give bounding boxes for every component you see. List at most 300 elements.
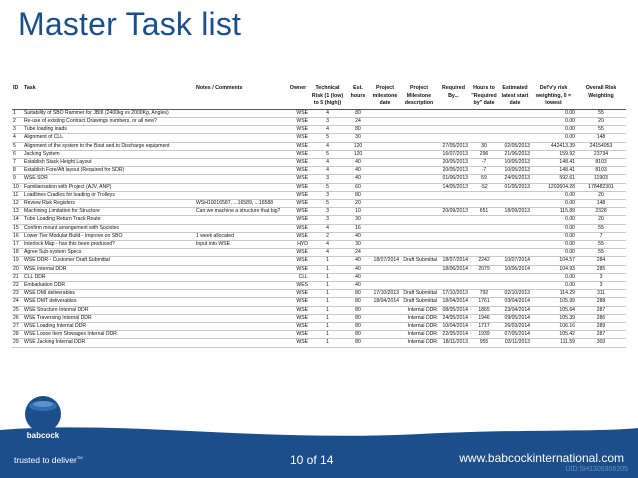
cell-hours-to-required <box>469 224 499 232</box>
cell-proj-milestone-desc <box>400 265 438 273</box>
cell-required-by <box>438 200 469 208</box>
cell-required-by: 18/11/2013 <box>438 339 469 347</box>
cell-owner: WSE <box>287 208 309 216</box>
cell-owner: WSE <box>287 200 309 208</box>
table-row <box>12 150 626 158</box>
cell-tech-risk: 1 <box>309 314 346 322</box>
task-table-container <box>12 84 626 348</box>
cell-delivery-risk: 592.61 <box>531 175 576 183</box>
cell-notes <box>195 290 287 298</box>
cell-proj-milestone-date <box>370 200 400 208</box>
cell-est-latest-start: 03/11/2013 <box>499 339 531 347</box>
cell-overall: 178482301 <box>576 183 626 191</box>
cell-est-hours: 24 <box>346 249 370 257</box>
cell-overall: 284 <box>576 257 626 265</box>
cell-hours-to-required <box>469 273 499 281</box>
cell-tech-risk: 1 <box>309 331 346 339</box>
cell-notes <box>195 273 287 281</box>
cell-delivery-risk: 105.42 <box>531 331 576 339</box>
cell-delivery-risk: 0.00 <box>531 249 576 257</box>
cell-notes <box>195 314 287 322</box>
cell-task: CLL DDR <box>23 273 195 281</box>
cell-proj-milestone-date <box>370 216 400 224</box>
cell-notes <box>195 331 287 339</box>
cell-task: Review Risk Registers <box>23 200 195 208</box>
cell-required-by: 18/07/2014 <box>438 257 469 265</box>
cell-hours-to-required: -52 <box>469 183 499 191</box>
cell-tech-risk: 3 <box>309 216 346 224</box>
cell-tech-risk: 4 <box>309 109 346 117</box>
cell-hours-to-required: 792 <box>469 290 499 298</box>
cell-id: 6 <box>12 150 23 158</box>
cell-id: 3 <box>12 126 23 134</box>
cell-tech-risk: 4 <box>309 159 346 167</box>
cell-required-by <box>438 232 469 240</box>
cell-task: Jacking System <box>23 150 195 158</box>
column-header-proj-milestone-desc: Project Milestone description <box>400 84 438 109</box>
cell-proj-milestone-desc: Draft Submittal <box>400 257 438 265</box>
cell-required-by <box>438 109 469 117</box>
cell-delivery-risk: 0.00 <box>531 273 576 281</box>
cell-task: Tube loading loads <box>23 126 195 134</box>
cell-hours-to-required: 1865 <box>469 306 499 314</box>
column-header-required-by: Required By... <box>438 84 469 109</box>
cell-notes <box>195 159 287 167</box>
cell-est-latest-start: 10/06/2014 <box>499 265 531 273</box>
cell-proj-milestone-desc <box>400 117 438 125</box>
table-body <box>12 109 626 347</box>
cell-notes: Can we machine a structure that big? <box>195 208 287 216</box>
cell-est-hours: 80 <box>346 331 370 339</box>
cell-hours-to-required: 30 <box>469 142 499 150</box>
cell-task: Alignment of the system to the Boat and to Discharge equipment <box>23 142 195 150</box>
cell-hours-to-required: 1946 <box>469 314 499 322</box>
cell-est-latest-start: 23/04/2014 <box>499 306 531 314</box>
cell-proj-milestone-date <box>370 175 400 183</box>
cell-hours-to-required: 651 <box>469 208 499 216</box>
cell-id: 15 <box>12 224 23 232</box>
cell-proj-milestone-desc <box>400 224 438 232</box>
cell-overall: 7 <box>576 232 626 240</box>
cell-delivery-risk: 106.16 <box>531 323 576 331</box>
cell-hours-to-required <box>469 126 499 134</box>
cell-proj-milestone-date <box>370 339 400 347</box>
cell-notes <box>195 224 287 232</box>
cell-task: WSE Loading Internal DDR <box>23 323 195 331</box>
cell-proj-milestone-date <box>370 167 400 175</box>
cell-notes: Input into WSE <box>195 241 287 249</box>
company-url: www.babcockinternational.com <box>459 451 624 465</box>
cell-overall: 24154953 <box>576 142 626 150</box>
cell-delivery-risk: 0.00 <box>531 216 576 224</box>
cell-est-hours: 30 <box>346 241 370 249</box>
cell-hours-to-required: 2242 <box>469 257 499 265</box>
cell-task: WSE DMT deliverables <box>23 298 195 306</box>
cell-delivery-risk: 0.00 <box>531 191 576 199</box>
cell-delivery-risk: 0.00 <box>531 109 576 117</box>
cell-id: 5 <box>12 142 23 150</box>
cell-proj-milestone-desc <box>400 208 438 216</box>
cell-notes: 1 week allocated <box>195 232 287 240</box>
cell-required-by: 18/04/2014 <box>438 298 469 306</box>
table-row <box>12 339 626 347</box>
cell-required-by: 22/05/2014 <box>438 331 469 339</box>
cell-overall: 2328 <box>576 208 626 216</box>
cell-est-hours: 40 <box>346 257 370 265</box>
cell-hours-to-required: 1939 <box>469 331 499 339</box>
cell-required-by: 27/05/2013 <box>438 142 469 150</box>
cell-est-latest-start: 02/05/2013 <box>499 142 531 150</box>
cell-required-by: 18/06/2014 <box>438 265 469 273</box>
cell-owner: WSE <box>287 183 309 191</box>
cell-est-latest-start <box>499 200 531 208</box>
cell-proj-milestone-date <box>370 249 400 257</box>
cell-proj-milestone-desc <box>400 150 438 158</box>
cell-tech-risk: 1 <box>309 273 346 281</box>
cell-task: Re-use of existing Contract Drawings numbers, or all new? <box>23 117 195 125</box>
cell-proj-milestone-desc <box>400 200 438 208</box>
cell-overall: 3 <box>576 273 626 281</box>
cell-est-hours: 40 <box>346 232 370 240</box>
cell-proj-milestone-date <box>370 126 400 134</box>
cell-owner: WSE <box>287 339 309 347</box>
table-header <box>12 84 626 109</box>
cell-required-by <box>438 216 469 224</box>
cell-id: 21 <box>12 273 23 281</box>
cell-delivery-risk: 104.93 <box>531 265 576 273</box>
cell-notes <box>195 298 287 306</box>
cell-proj-milestone-date <box>370 150 400 158</box>
cell-hours-to-required <box>469 282 499 290</box>
cell-id: 22 <box>12 282 23 290</box>
cell-required-by <box>438 282 469 290</box>
cell-hours-to-required <box>469 200 499 208</box>
cell-notes <box>195 109 287 117</box>
cell-notes <box>195 150 287 158</box>
logo-wordmark: babcock <box>26 431 60 440</box>
cell-required-by: 24/05/2014 <box>438 314 469 322</box>
cell-hours-to-required: -7 <box>469 159 499 167</box>
cell-tech-risk: 5 <box>309 150 346 158</box>
cell-delivery-risk: 0.00 <box>531 282 576 290</box>
cell-task: Lower Tier Modular Build - Improve on SBO <box>23 232 195 240</box>
cell-owner: WSE <box>287 306 309 314</box>
cell-est-latest-start: 03/04/2014 <box>499 298 531 306</box>
cell-task: WSE DMI deliverables <box>23 290 195 298</box>
cell-delivery-risk: 159.92 <box>531 150 576 158</box>
tagline-text: trusted to deliver <box>14 455 77 465</box>
cell-est-latest-start: 26/03/2014 <box>499 323 531 331</box>
cell-owner: WSE <box>287 323 309 331</box>
cell-required-by: 20/05/2013 <box>438 167 469 175</box>
cell-proj-milestone-date: 18/04/2014 <box>370 298 400 306</box>
cell-proj-milestone-date <box>370 306 400 314</box>
cell-tech-risk: 1 <box>309 290 346 298</box>
cell-est-latest-start: 18/09/2013 <box>499 208 531 216</box>
cell-notes <box>195 117 287 125</box>
cell-owner: WSE <box>287 150 309 158</box>
cell-est-latest-start: 10/07/2014 <box>499 257 531 265</box>
cell-delivery-risk: 115.89 <box>531 208 576 216</box>
cell-owner: WSE <box>287 265 309 273</box>
cell-id: 2 <box>12 117 23 125</box>
cell-hours-to-required <box>469 109 499 117</box>
cell-id: 9 <box>12 175 23 183</box>
cell-owner: WSE <box>287 167 309 175</box>
cell-proj-milestone-desc <box>400 167 438 175</box>
table-row <box>12 126 626 134</box>
cell-owner: WSE <box>287 331 309 339</box>
cell-hours-to-required: 955 <box>469 339 499 347</box>
cell-tech-risk: 1 <box>309 265 346 273</box>
cell-tech-risk: 5 <box>309 183 346 191</box>
cell-id: 14 <box>12 216 23 224</box>
cell-task: Alignment of CLL <box>23 134 195 142</box>
cell-notes <box>195 134 287 142</box>
cell-delivery-risk: 0.00 <box>531 200 576 208</box>
cell-overall: 55 <box>576 109 626 117</box>
table-row <box>12 134 626 142</box>
cell-id: 1 <box>12 109 23 117</box>
cell-proj-milestone-date <box>370 314 400 322</box>
cell-est-hours: 40 <box>346 265 370 273</box>
table-row <box>12 241 626 249</box>
table-row <box>12 298 626 306</box>
cell-est-hours: 10 <box>346 208 370 216</box>
cell-id: 10 <box>12 183 23 191</box>
cell-task: Establish Stack Height Layout <box>23 159 195 167</box>
cell-owner: HYD <box>287 241 309 249</box>
table-row <box>12 183 626 191</box>
column-header-delivery-risk: Del'v'y risk weighting, 0 = lowest <box>531 84 576 109</box>
cell-required-by <box>438 126 469 134</box>
table-row <box>12 306 626 314</box>
cell-overall: 20 <box>576 216 626 224</box>
cell-task: Tube Loading Return Track Route <box>23 216 195 224</box>
cell-owner: WES <box>287 282 309 290</box>
cell-hours-to-required: -7 <box>469 167 499 175</box>
cell-proj-milestone-desc: Internal DDR <box>400 323 438 331</box>
cell-hours-to-required: 2079 <box>469 265 499 273</box>
cell-owner: WSE <box>287 249 309 257</box>
cell-tech-risk: 1 <box>309 306 346 314</box>
cell-overall: 289 <box>576 323 626 331</box>
babcock-logo-icon <box>14 392 72 432</box>
cell-est-hours: 60 <box>346 183 370 191</box>
cell-proj-milestone-date <box>370 282 400 290</box>
table-row <box>12 175 626 183</box>
cell-proj-milestone-date <box>370 191 400 199</box>
cell-notes <box>195 339 287 347</box>
cell-id: 29 <box>12 339 23 347</box>
cell-proj-milestone-desc <box>400 241 438 249</box>
cell-delivery-risk: 0.00 <box>531 117 576 125</box>
cell-id: 7 <box>12 159 23 167</box>
column-header-id: ID <box>12 84 23 109</box>
cell-est-latest-start: 01/05/2013 <box>499 183 531 191</box>
cell-est-latest-start <box>499 224 531 232</box>
cell-tech-risk: 1 <box>309 282 346 290</box>
cell-overall: 288 <box>576 298 626 306</box>
cell-owner: WSE <box>287 224 309 232</box>
cell-required-by <box>438 117 469 125</box>
cell-proj-milestone-desc: Draft Submittal <box>400 298 438 306</box>
cell-notes <box>195 249 287 257</box>
cell-delivery-risk: 111.59 <box>531 339 576 347</box>
cell-proj-milestone-desc <box>400 109 438 117</box>
cell-id: 27 <box>12 323 23 331</box>
cell-est-hours: 40 <box>346 282 370 290</box>
cell-tech-risk: 3 <box>309 175 346 183</box>
cell-est-hours: 80 <box>346 109 370 117</box>
cell-required-by: 16/07/2013 <box>438 150 469 158</box>
cell-overall: 287 <box>576 331 626 339</box>
cell-notes <box>195 126 287 134</box>
cell-delivery-risk: 104.57 <box>531 257 576 265</box>
cell-est-latest-start <box>499 134 531 142</box>
cell-delivery-risk: 0.00 <box>531 134 576 142</box>
table-row <box>12 208 626 216</box>
cell-est-latest-start <box>499 282 531 290</box>
cell-id: 20 <box>12 265 23 273</box>
cell-overall: 3 <box>576 282 626 290</box>
cell-required-by <box>438 224 469 232</box>
cell-hours-to-required <box>469 249 499 257</box>
cell-notes <box>195 265 287 273</box>
cell-hours-to-required: 1761 <box>469 298 499 306</box>
cell-est-latest-start: 21/06/2013 <box>499 150 531 158</box>
cell-proj-milestone-date: 17/10/2013 <box>370 290 400 298</box>
cell-hours-to-required <box>469 191 499 199</box>
cell-task: WSE Structure Internal DDR <box>23 306 195 314</box>
cell-proj-milestone-desc <box>400 142 438 150</box>
cell-notes <box>195 282 287 290</box>
cell-est-latest-start: 10/05/2013 <box>499 159 531 167</box>
cell-proj-milestone-desc: Internal DDR <box>400 306 438 314</box>
table-row <box>12 167 626 175</box>
cell-id: 18 <box>12 249 23 257</box>
cell-hours-to-required: 296 <box>469 150 499 158</box>
cell-required-by: 10/04/2014 <box>438 323 469 331</box>
cell-owner: WSE <box>287 191 309 199</box>
cell-est-latest-start: 24/05/2013 <box>499 175 531 183</box>
cell-owner: WSE <box>287 126 309 134</box>
cell-overall: 23734 <box>576 150 626 158</box>
cell-proj-milestone-desc <box>400 191 438 199</box>
cell-tech-risk: 4 <box>309 224 346 232</box>
table-row <box>12 142 626 150</box>
column-header-proj-milestone-date: Project milestone date <box>370 84 400 109</box>
cell-proj-milestone-desc <box>400 134 438 142</box>
cell-proj-milestone-desc <box>400 175 438 183</box>
cell-est-hours: 80 <box>346 306 370 314</box>
column-header-est-latest-start: Estimated latest start date <box>499 84 531 109</box>
table-row <box>12 159 626 167</box>
cell-est-latest-start <box>499 216 531 224</box>
cell-tech-risk: 5 <box>309 200 346 208</box>
cell-proj-milestone-date <box>370 232 400 240</box>
cell-est-hours: 40 <box>346 175 370 183</box>
cell-task: Establish Fore/Aft layout (Required for SDR) <box>23 167 195 175</box>
cell-required-by: 14/05/2013 <box>438 183 469 191</box>
table-row <box>12 331 626 339</box>
cell-est-hours: 40 <box>346 159 370 167</box>
cell-overall: 55 <box>576 249 626 257</box>
cell-task: Machining Limitation for Structure <box>23 208 195 216</box>
column-header-tech-risk: Technical Risk (1 (low) to 5 (high)) <box>309 84 346 109</box>
cell-est-hours: 80 <box>346 126 370 134</box>
cell-overall: 55 <box>576 224 626 232</box>
cell-owner: WSE <box>287 216 309 224</box>
cell-task: WSE Loose Item Stowages Internal DDR <box>23 331 195 339</box>
cell-tech-risk: 1 <box>309 257 346 265</box>
cell-owner: WSE <box>287 109 309 117</box>
cell-proj-milestone-desc <box>400 183 438 191</box>
cell-id: 12 <box>12 200 23 208</box>
cell-tech-risk: 3 <box>309 191 346 199</box>
cell-task: Interlock Map - has this been produced? <box>23 241 195 249</box>
cell-id: 17 <box>12 241 23 249</box>
cell-tech-risk: 4 <box>309 167 346 175</box>
cell-id: 23 <box>12 290 23 298</box>
cell-overall: 148 <box>576 200 626 208</box>
cell-proj-milestone-desc: Draft Submittal <box>400 290 438 298</box>
cell-notes <box>195 142 287 150</box>
cell-overall: 311 <box>576 290 626 298</box>
cell-est-hours: 120 <box>346 142 370 150</box>
cell-task: WSE DDR - Customer Draft Submittal <box>23 257 195 265</box>
cell-proj-milestone-date <box>370 241 400 249</box>
cell-overall: 285 <box>576 265 626 273</box>
cell-overall: 8103 <box>576 159 626 167</box>
cell-id: 25 <box>12 306 23 314</box>
table-row <box>12 216 626 224</box>
cell-required-by <box>438 249 469 257</box>
cell-proj-milestone-date <box>370 208 400 216</box>
column-header-overall: Overall Risk Weighting <box>576 84 626 109</box>
cell-task: Familiarisation with Project (AJV, ANP) <box>23 183 195 191</box>
cell-proj-milestone-desc <box>400 126 438 134</box>
cell-est-latest-start <box>499 249 531 257</box>
cell-overall: 286 <box>576 314 626 322</box>
table-row <box>12 273 626 281</box>
page-number: 10 of 14 <box>290 453 334 467</box>
cell-proj-milestone-desc <box>400 232 438 240</box>
cell-est-hours: 80 <box>346 314 370 322</box>
cell-est-hours: 16 <box>346 224 370 232</box>
document-uid: UID:SH1300306205 <box>565 466 628 473</box>
cell-est-latest-start <box>499 273 531 281</box>
cell-notes <box>195 257 287 265</box>
column-header-notes: Notes / Comments <box>195 84 287 109</box>
cell-proj-milestone-date <box>370 142 400 150</box>
table-row <box>12 265 626 273</box>
cell-proj-milestone-desc <box>400 282 438 290</box>
cell-required-by: 17/10/2013 <box>438 290 469 298</box>
cell-notes <box>195 323 287 331</box>
cell-est-latest-start <box>499 126 531 134</box>
cell-delivery-risk: 0.00 <box>531 241 576 249</box>
cell-hours-to-required <box>469 241 499 249</box>
cell-overall: 20 <box>576 117 626 125</box>
cell-tech-risk: 1 <box>309 323 346 331</box>
cell-est-hours: 20 <box>346 200 370 208</box>
cell-hours-to-required <box>469 117 499 125</box>
table-row <box>12 117 626 125</box>
cell-owner: WSE <box>287 257 309 265</box>
cell-est-latest-start: 10/05/2013 <box>499 167 531 175</box>
cell-proj-milestone-date <box>370 134 400 142</box>
